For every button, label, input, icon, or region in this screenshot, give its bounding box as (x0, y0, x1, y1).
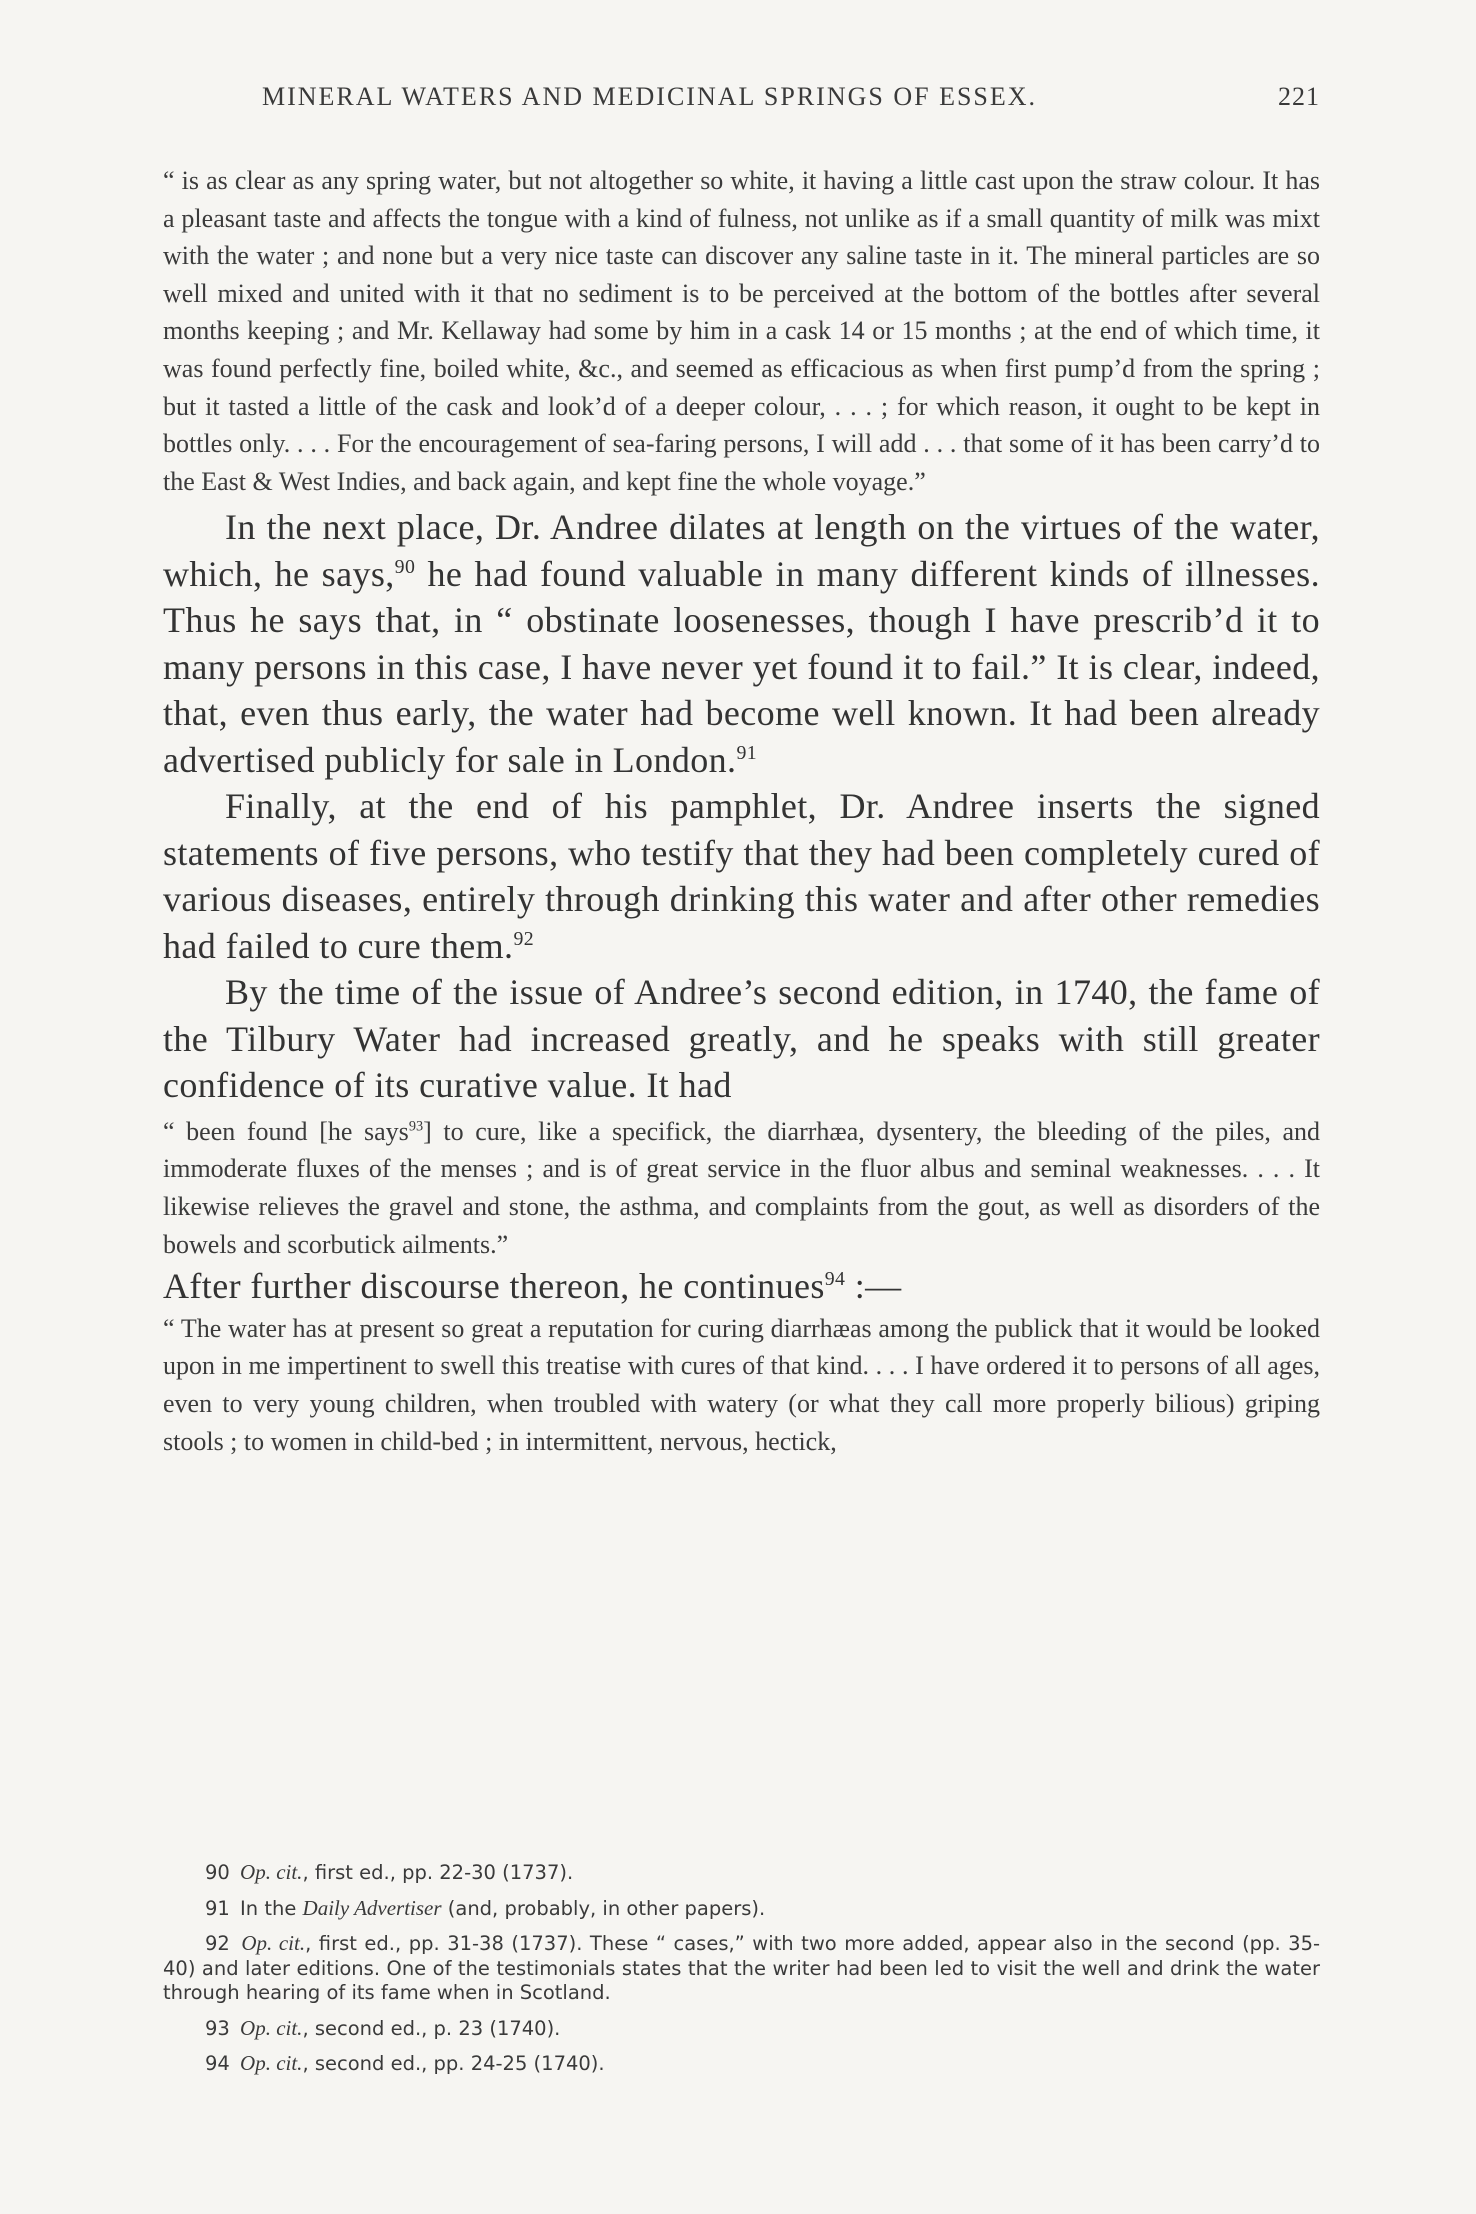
paragraph-4 (163, 1263, 1320, 1310)
footnote-citation: Op. cit. (241, 1931, 306, 1955)
footnote-number: 91 (205, 1896, 230, 1920)
paragraph-1-text-a: In the next place, Dr. Andree dilates at length on the virtues of the water, which, he says, (163, 507, 1320, 594)
footnote-citation: Op. cit. (240, 1860, 303, 1884)
paragraph-2 (163, 783, 1320, 969)
footnote-ref-90: 90 (394, 555, 416, 578)
footnote-93 (163, 2016, 1320, 2042)
paragraph-1 (163, 504, 1320, 783)
footnote-citation: Op. cit. (240, 2015, 303, 2040)
footnote-text: , first ed., pp. 22-30 (1737). (302, 1861, 574, 1884)
footnote-number: 93 (205, 2016, 230, 2040)
footnote-text: , second ed., pp. 24-25 (1740). (302, 2052, 605, 2075)
footnote-text: , first ed., pp. 31-38 (1737). These “ cases,” with two more added, appear also in the second (pp. 35-40) and later editions. One of the testimonials states that the writer had been led to visit the well and drink the water through hearing of its fame when in Scotland. (163, 1932, 1321, 2004)
footnotes (163, 1860, 1320, 2087)
running-title: MINERAL WATERS AND MEDICINAL SPRINGS OF ESSEX. (262, 82, 1038, 111)
footnote-citation: Daily Advertiser (302, 1895, 442, 1920)
page-number: 221 (1278, 82, 1320, 111)
footnote-ref-94: 94 (824, 1268, 846, 1291)
block-quote-1: “ is as clear as any spring water, but not altogether so white, it having a little cast upon the straw colour. It has a pleasant taste and affects the tongue with a kind of fulness, not unlike as if a small quantity of milk was mixt with the water ; and none but a very nice taste can discover any saline taste in it. The mineral particles are so well mixed and united with it that no sediment is to be perceived at the bottom of the bottles after several months keeping ; and Mr. Kellaway had some by him in a cask 14 or 15 months ; at the end of which time, it was found perfectly fine, boiled white, &c., and seemed as efficacious as when first pump’d from the spring ; but it tasted a little of the cask and look’d of a deeper colour, . . . ; for which reason, it ought to be kept in bottles only. . . . For the encouragement of sea-faring persons, I will add . . . that some of it has been carry’d to the East & West Indies, and back again, and kept fine the whole voyage.” (163, 166, 1320, 496)
block-quote-3: “ The water has at present so great a reputation for curing diarrhæas among the publick that it would be looked upon in me impertinent to swell this treatise with cures of that kind. . . . I have ordered it to persons of all ages, even to very young children, when troubled with watery (or what they call more properly bilious) griping stools ; to women in child-bed ; in intermittent, nervous, hectick, (163, 1313, 1320, 1456)
block-quote-2 (163, 1113, 1320, 1263)
footnote-number: 90 (205, 1861, 230, 1884)
paragraph-3: By the time of the issue of Andree’s second edition, in 1740, the fame of the Tilbury Water had increased greatly, and he speaks with still greater confidence of its curative value. It had (163, 972, 1320, 1106)
block-quote-2-text-b: ] to cure, like a specifick, the diarrhæa, dysentery, the bleeding of the piles, and immoderate fluxes of the menses ; and is of great service in the fluor albus and seminal weaknesses. . . . It likewise relieves the gravel and stone, the asthma, and complaints from the gout, as well as disorders of the bowels and scorbutick ailments.” (163, 1116, 1320, 1259)
footnote-92 (163, 1931, 1320, 2006)
footnote-94 (163, 2051, 1320, 2077)
running-header (262, 82, 1320, 112)
footnote-number: 92 (205, 1932, 230, 1955)
footnote-ref-92: 92 (513, 927, 535, 950)
footnote-91 (163, 1896, 1320, 1922)
footnote-text: , second ed., p. 23 (1740). (302, 2016, 561, 2040)
footnote-ref-91: 91 (736, 741, 758, 764)
paragraph-2-text: Finally, at the end of his pamphlet, Dr. Andree inserts the signed statements of five persons, who testify that they had been completely cured of various diseases, entirely through drinking this water and after other remedies had failed to cure them. (163, 786, 1320, 966)
page-body (163, 162, 1320, 1460)
paragraph-4-text-b: :— (845, 1266, 902, 1307)
paragraph-1-text-b: he had found valuable in many different kinds of illnesses. Thus he says that, in “ obstinate loosenesses, though I have prescrib’d it to many persons in this case, I have never yet found it to fail.” It is clear, indeed, that, even thus early, the water had become well known. It had been already advertised publicly for sale in London. (163, 553, 1320, 780)
footnote-citation: Op. cit. (240, 2051, 303, 2075)
footnote-text: In the (240, 1896, 303, 1920)
paragraph-4-text-a: After further discourse thereon, he continues (163, 1266, 825, 1307)
footnote-number: 94 (205, 2052, 230, 2075)
footnote-text: (and, probably, in other papers). (441, 1896, 766, 1920)
footnote-90 (163, 1860, 1320, 1886)
footnote-ref-93: 93 (408, 1118, 424, 1135)
block-quote-2-text-a: “ been found [he says (163, 1116, 409, 1146)
